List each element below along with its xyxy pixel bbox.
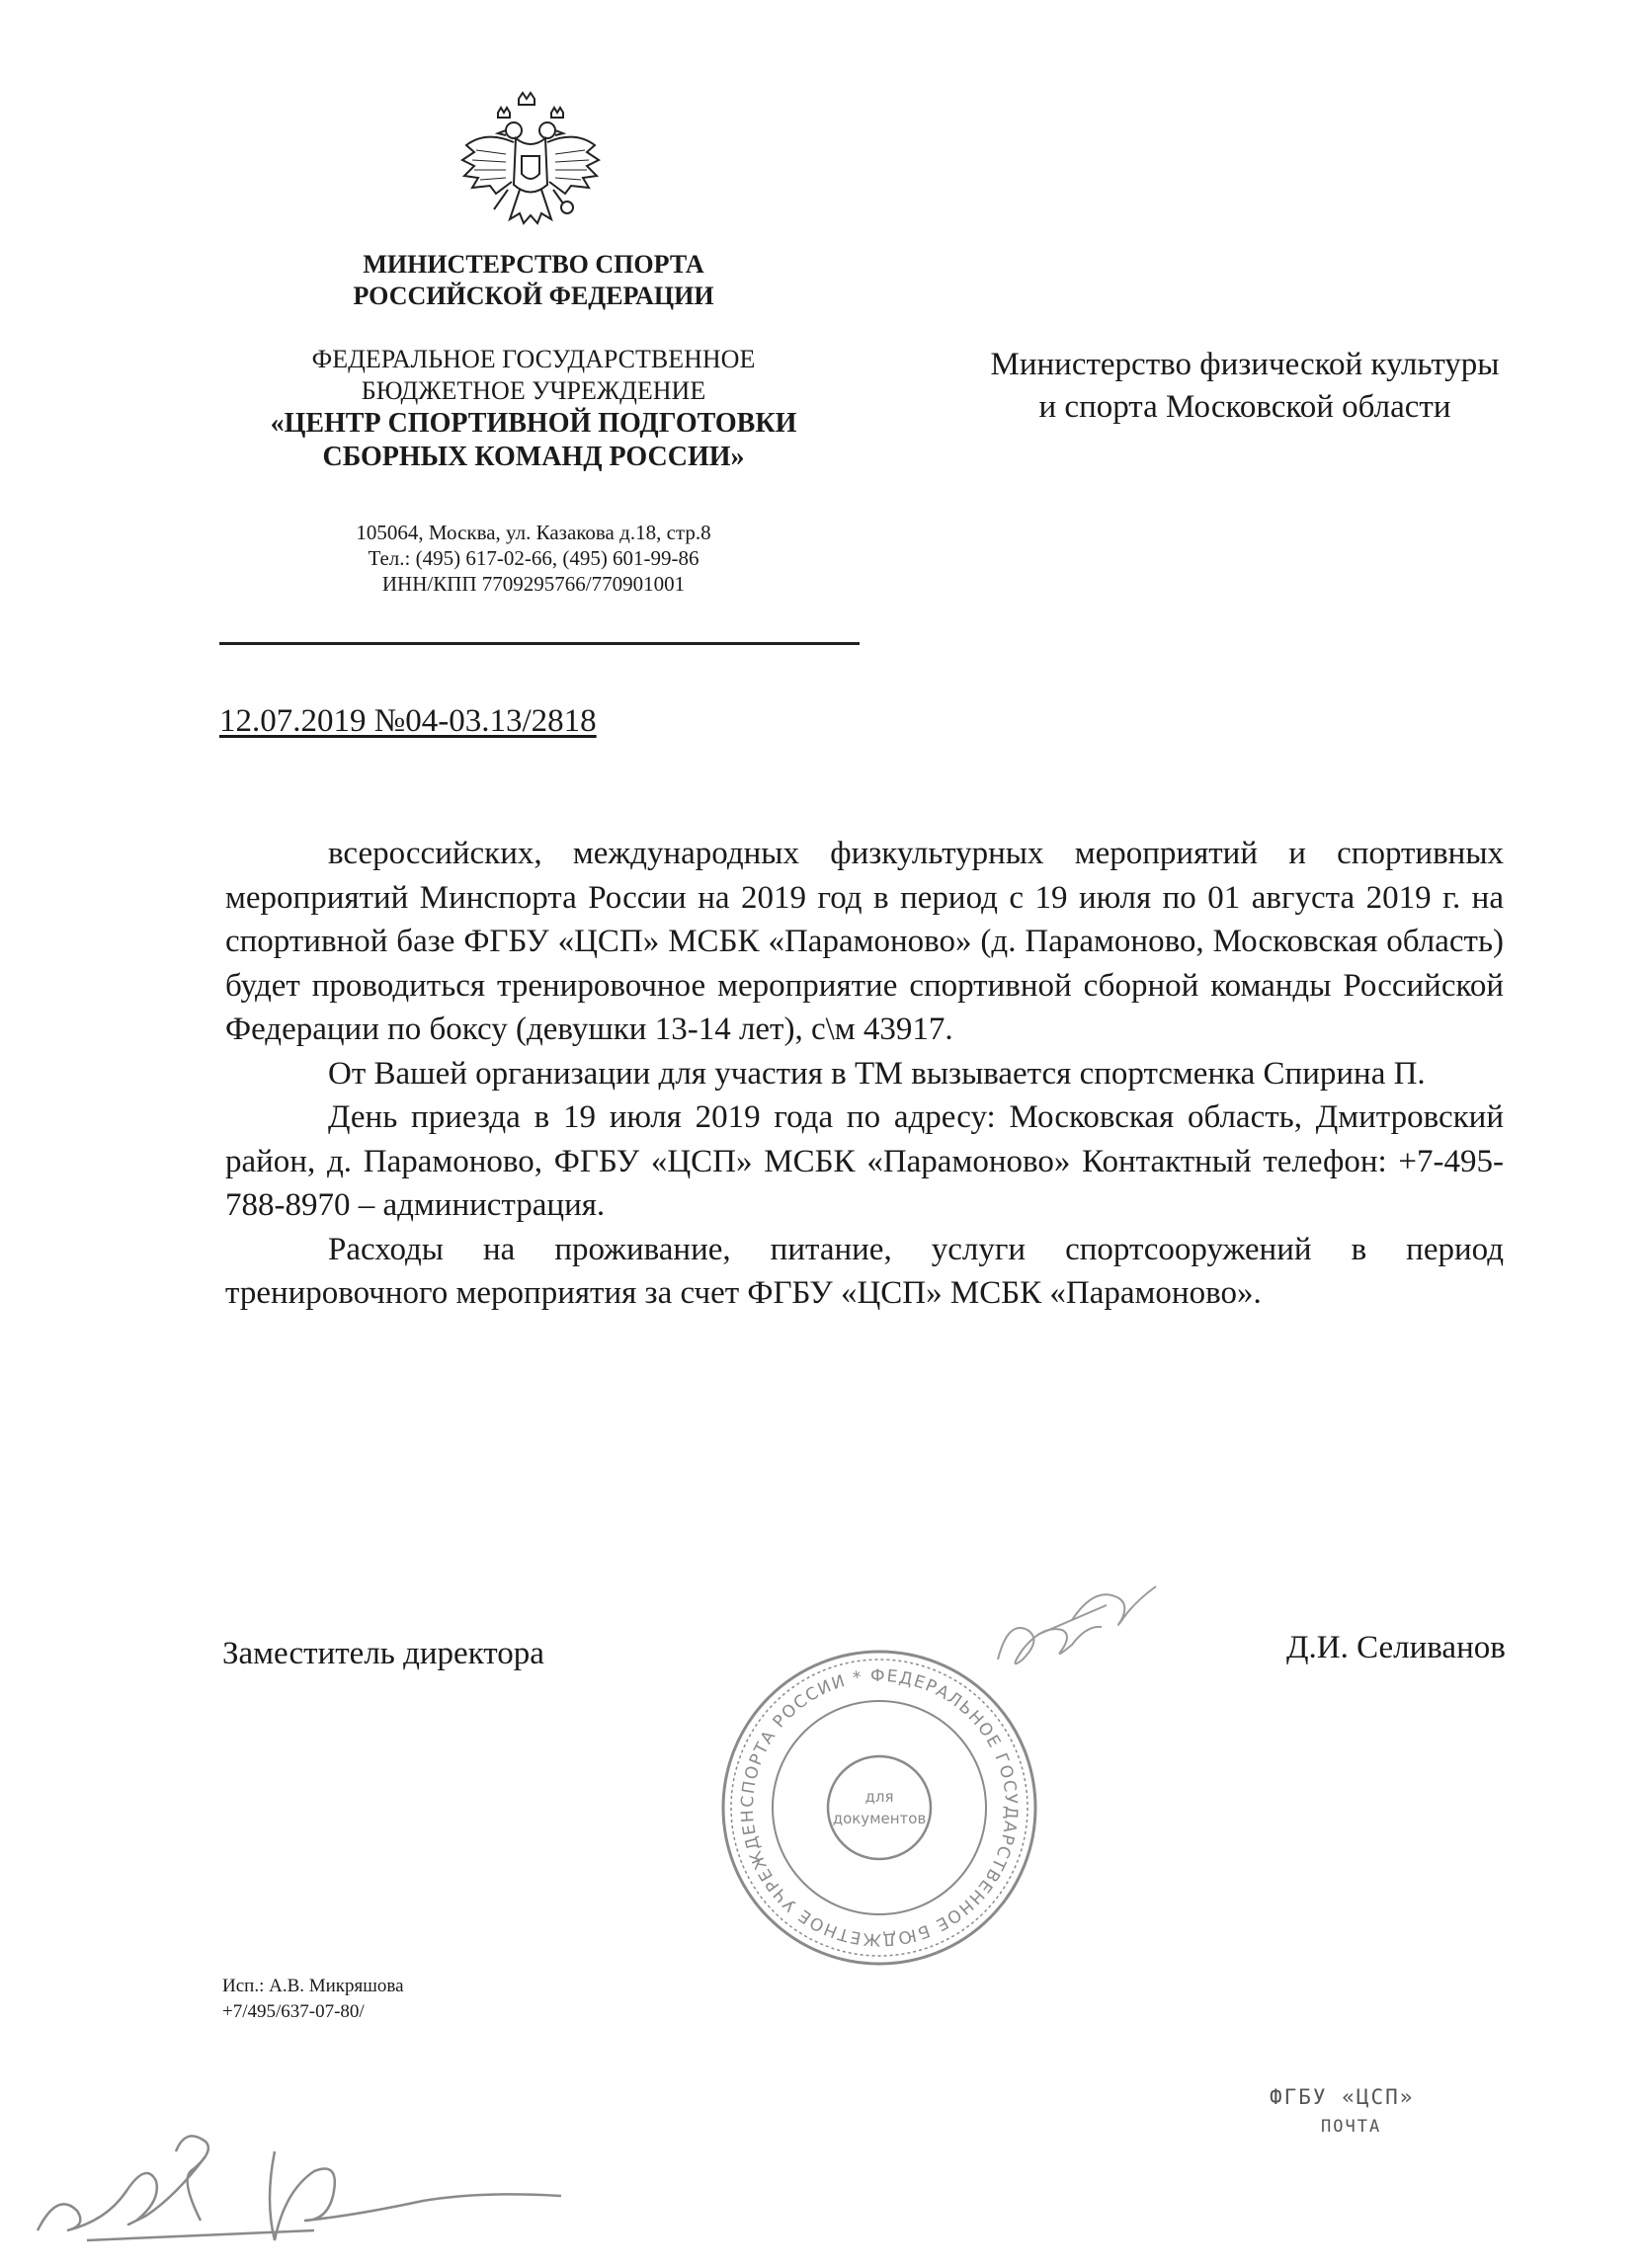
document-number: 12.07.2019 №04-03.13/2818 xyxy=(219,703,597,739)
institution-name-line-2: СБОРНЫХ КОМАНД РОССИИ» xyxy=(322,442,745,472)
executor-phone: +7/495/637-07-80/ xyxy=(222,2001,365,2022)
body-paragraph-4: Расходы на проживание, питание, услуги спортсооружений в период тренировочного мероприятия за счет ФГБУ «ЦСП» МСБК «Парамоново». xyxy=(225,1231,1504,1311)
executor-name: Исп.: А.В. Микряшова xyxy=(222,1976,404,1996)
letter-body xyxy=(225,832,1504,1316)
recipient-line-2: и спорта Московской области xyxy=(1038,389,1451,425)
official-stamp xyxy=(711,1640,1047,1981)
body-paragraph-2: От Вашей организации для участия в ТМ вызывается спортсменка Спирина П. xyxy=(328,1055,1426,1092)
institution-name xyxy=(207,407,860,474)
institution-line-2: БЮДЖЕТНОЕ УЧРЕЖДЕНИЕ xyxy=(361,376,706,405)
signer-position: Заместитель директора xyxy=(222,1636,544,1671)
recipient xyxy=(869,344,1620,429)
institution-name-line-1: «ЦЕНТР СПОРТИВНОЙ ПОДГОТОВКИ xyxy=(270,408,797,439)
stamp-center-line-2: документов xyxy=(832,1810,927,1827)
signer-name: Д.И. Селиванов xyxy=(1286,1630,1506,1665)
body-paragraph-1: всероссийских, международных физкультурных мероприятий и спортивных мероприятий Минспорта России на 2019 год в период с 19 июля по 01 августа 2019 г. на спортивной базе ФГБУ «ЦСП» МСБК «Парамоново» (д. Парамоново, Московская область) будет проводиться тренировочное мероприятие спортивной сборной команды Российской Федерации по боксу (девушки 13-14 лет), с\м 43917. xyxy=(225,836,1504,1047)
phones-line: Тел.: (495) 617-02-66, (495) 601-99-86 xyxy=(368,546,699,570)
ministry-line-1: МИНИСТЕРСТВО СПОРТА xyxy=(363,250,704,279)
institution-line-1: ФЕДЕРАЛЬНОЕ ГОСУДАРСТВЕННОЕ xyxy=(311,345,756,373)
russian-coat-of-arms-icon xyxy=(456,91,605,244)
mail-registration-mark xyxy=(1270,2082,1414,2142)
handwritten-initials xyxy=(28,2122,581,2265)
stamp-ring-text: СПОРТА РОССИИ * ФЕДЕРАЛЬНОЕ ГОСУДАРСТВЕННОЕ БЮДЖЕТНОЕ УЧРЕЖДЕН xyxy=(737,1665,1022,1950)
address-line: 105064, Москва, ул. Казакова д.18, стр.8 xyxy=(356,521,711,544)
body-paragraph-3: День приезда в 19 июля 2019 года по адресу: Московская область, Дмитровский район, д. Парамоново, ФГБУ «ЦСП» МСБК «Парамоново» Контактный телефон: +7-495-788-8970 – администрация. xyxy=(225,1099,1504,1223)
inn-line: ИНН/КПП 7709295766/770901001 xyxy=(381,572,686,596)
contact-block xyxy=(207,520,860,597)
header-divider xyxy=(219,642,860,645)
ministry-name xyxy=(207,249,860,312)
executor-info xyxy=(222,1974,404,2025)
mail-mark-line-1: ФГБУ «ЦСП» xyxy=(1270,2085,1415,2109)
ministry-line-2: РОССИЙСКОЙ ФЕДЕРАЦИИ xyxy=(353,282,714,310)
mail-mark-line-2: ПОЧТА xyxy=(1321,2117,1382,2137)
recipient-line-1: Министерство физической культуры xyxy=(990,347,1500,382)
stamp-center-line-1: для xyxy=(864,1788,894,1806)
institution-type xyxy=(207,344,860,407)
